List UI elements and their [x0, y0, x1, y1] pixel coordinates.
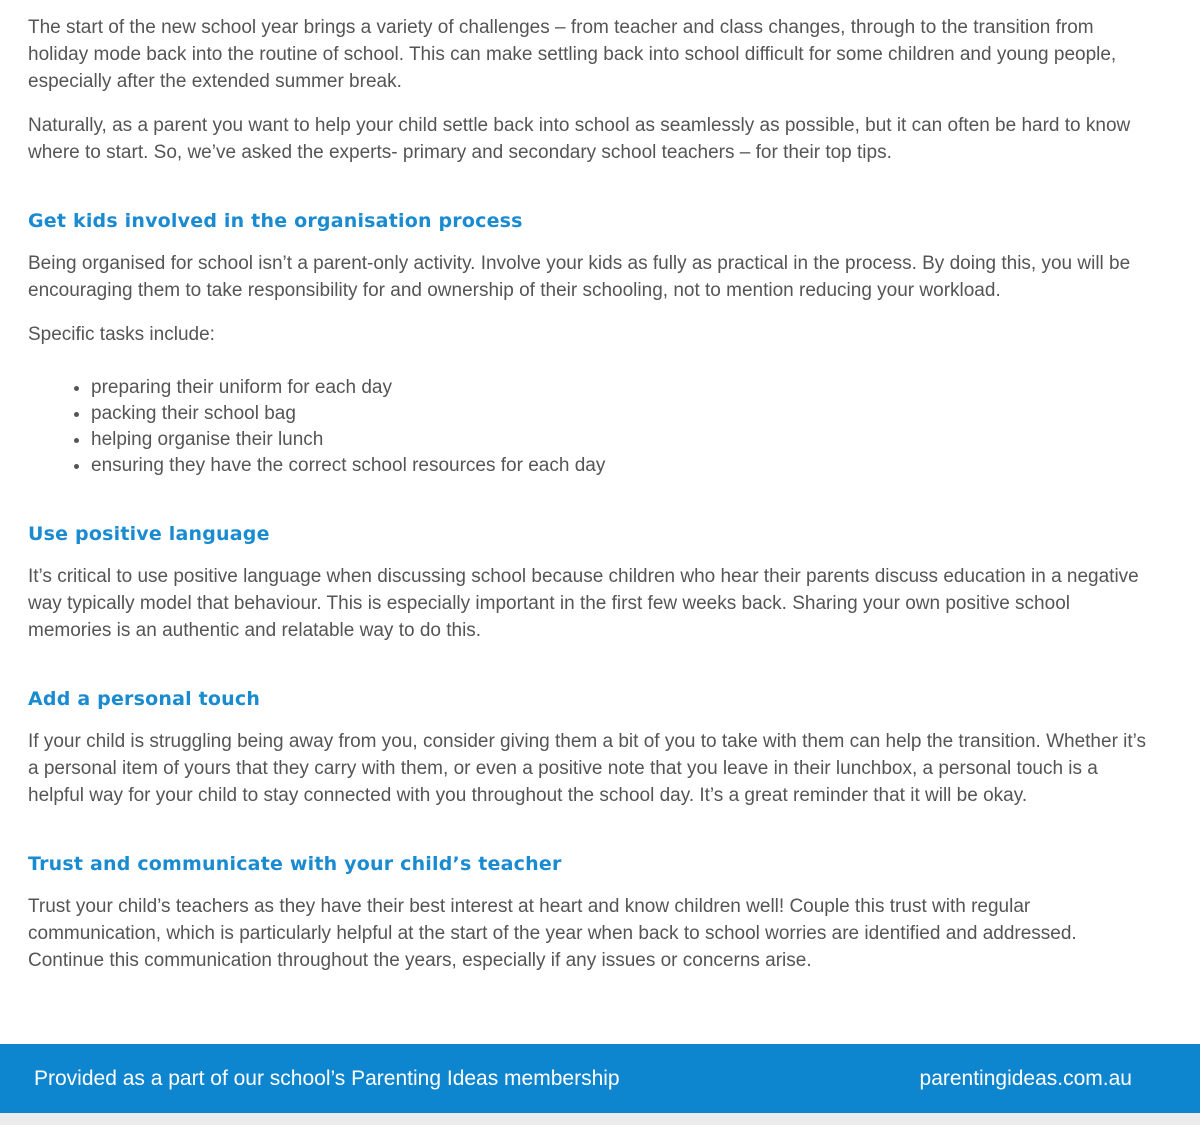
bottom-divider: [0, 1113, 1200, 1125]
section-heading-positive-language: Use positive language: [28, 523, 270, 545]
section-heading-personal-touch: Add a personal touch: [28, 688, 261, 710]
intro-paragraph-1: The start of the new school year brings a variety of challenges – from teacher and class changes, through to the transition from holiday mode back into the routine of school. This can make settling back into school difficult for some children and young people, especially after the extended summer break.: [28, 17, 1117, 92]
footer-website-link[interactable]: parentingideas.com.au: [919, 1067, 1132, 1090]
tasks-list: [28, 375, 1148, 479]
section-heading-organisation: Get kids involved in the organisation process: [28, 210, 523, 232]
article-body: [28, 14, 1148, 991]
list-item: • helping organise their lunch: [91, 427, 1148, 453]
list-item: • preparing their uniform for each day: [91, 375, 1148, 401]
section-positive-language-paragraph: It’s critical to use positive language when discussing school because children who hear their parents discuss education in a negative way typically model that behaviour. This is especially important in the first few weeks back. Sharing your own positive school memories is an authentic and relatable way to do this.: [28, 566, 1139, 641]
section-trust-teacher: [28, 851, 1148, 974]
intro-paragraph-2: Naturally, as a parent you want to help your child settle back into school as seamlessly as possible, but it can often be hard to know where to start. So, we’ve asked the experts- primary and secondary school teachers – for their top tips.: [28, 115, 1131, 163]
section-organisation-paragraph: Being organised for school isn’t a parent-only activity. Involve your kids as fully as practical in the process. By doing this, you will be encouraging them to take responsibility for and ownership of their schooling, not to mention reducing your workload.: [28, 253, 1131, 301]
section-positive-language: [28, 521, 1148, 644]
list-item: • ensuring they have the correct school resources for each day: [91, 453, 1148, 479]
section-personal-touch-paragraph: If your child is struggling being away from you, consider giving them a bit of you to take with them can help the transition. Whether it’s a personal item of yours that they carry with them, or even a positive note that you leave in their lunchbox, a personal touch is a helpful way for your child to stay connected with you throughout the school day. It’s a great reminder that it will be okay.: [28, 731, 1147, 806]
section-organisation: [28, 208, 1148, 479]
section-personal-touch: [28, 686, 1148, 809]
section-trust-teacher-paragraph: Trust your child’s teachers as they have their best interest at heart and know children well! Couple this trust with regular communication, which is particularly helpful at the start of the year when back to school worries are identified and addressed. Continue this communication throughout the years, especially if any issues or concerns arise.: [28, 896, 1077, 971]
section-heading-trust-teacher: Trust and communicate with your child’s teacher: [28, 853, 562, 875]
tasks-intro: Specific tasks include:: [28, 324, 215, 345]
footer-banner: [0, 1044, 1200, 1113]
list-item: • packing their school bag: [91, 401, 1148, 427]
footer-membership-text: Provided as a part of our school’s Parenting Ideas membership: [34, 1067, 620, 1090]
